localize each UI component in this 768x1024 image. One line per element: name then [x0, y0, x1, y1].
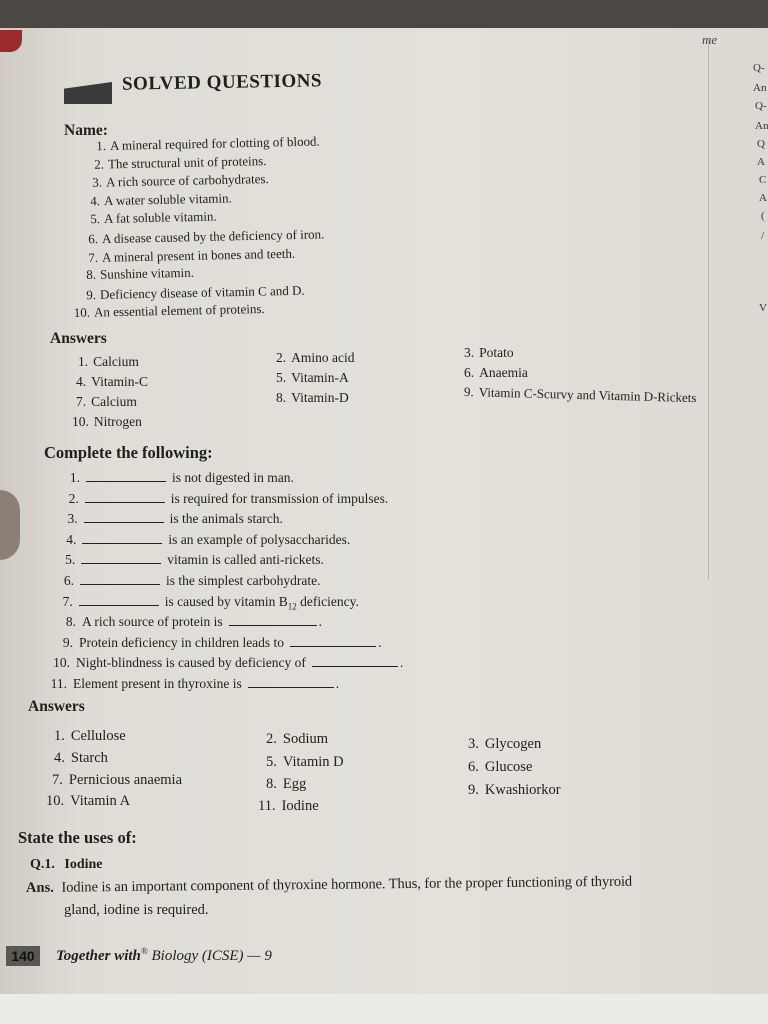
- question-label: Q.1.: [30, 857, 55, 872]
- uses-heading: State the uses of:: [18, 828, 137, 847]
- uses-question: [30, 857, 103, 873]
- answer-item: [76, 394, 137, 410]
- item-number: 6.: [63, 573, 74, 588]
- question-text: Iodine: [64, 857, 103, 872]
- item-number: 6.: [464, 365, 475, 380]
- item-text: A fat soluble vitamin.: [103, 208, 217, 227]
- name-question-item: [86, 153, 267, 173]
- item-number: 7.: [62, 593, 73, 609]
- item-number: 1.: [69, 470, 80, 485]
- blank-line: [80, 572, 160, 585]
- item-text: deficiency.: [296, 593, 359, 609]
- registered-mark: ®: [140, 946, 148, 956]
- complete-item: [55, 551, 324, 568]
- complete-heading: Complete the following:: [44, 443, 213, 462]
- item-number: 10.: [73, 305, 91, 321]
- complete-item: [59, 490, 388, 507]
- answer-text: Iodine is an important component of thyroxine hormone. Thus, for the proper functioning of thyroid: [61, 873, 633, 896]
- complete-item: [53, 634, 381, 651]
- item-text: Iodine: [281, 798, 319, 814]
- item-text: A mineral present in bones and teeth.: [101, 245, 296, 265]
- complete-item: [60, 469, 294, 486]
- item-number: 2.: [94, 156, 105, 172]
- item-number: 2.: [276, 350, 287, 365]
- item-text: The structural unit of proteins.: [107, 152, 267, 172]
- blank-line: [79, 593, 159, 606]
- item-text: Night-blindness is caused by deficiency of: [76, 655, 306, 671]
- item-text: is the animals starch.: [169, 511, 283, 527]
- background-bottom: [0, 994, 768, 1024]
- answer-item: [54, 750, 108, 767]
- item-number: 4.: [90, 192, 101, 209]
- adjacent-page-margin: [708, 40, 768, 580]
- blank-line: [248, 675, 334, 688]
- item-number: 7.: [76, 394, 87, 409]
- item-number: 8.: [266, 776, 277, 792]
- complete-item: [58, 510, 283, 527]
- item-number: 5.: [65, 552, 76, 568]
- answer-item: [46, 793, 130, 810]
- item-number: 9.: [62, 634, 73, 650]
- item-text: is caused by vitamin B: [164, 593, 288, 609]
- margin-letter: V: [759, 302, 767, 314]
- item-text: Protein deficiency in children leads to: [79, 634, 285, 650]
- item-number: 9.: [86, 286, 97, 302]
- answer-item: [276, 370, 349, 386]
- item-text: Kwashiorkor: [484, 782, 561, 798]
- item-text: Deficiency disease of vitamin C and D.: [99, 282, 305, 302]
- answer-item: [52, 772, 182, 789]
- answer-item: [258, 798, 319, 815]
- complete-item: [50, 654, 403, 671]
- answer-label: Ans.: [25, 879, 54, 896]
- item-punct: .: [335, 676, 340, 691]
- blank-line: [84, 510, 164, 523]
- answer-item: [78, 354, 139, 370]
- item-text: A mineral required for clotting of blood.: [109, 133, 320, 153]
- item-text: Pernicious anaemia: [68, 772, 183, 788]
- margin-letter: A: [757, 156, 765, 168]
- item-number: 1.: [96, 138, 107, 154]
- item-text: Nitrogen: [93, 414, 142, 429]
- margin-letter: (: [761, 210, 765, 222]
- item-text: Vitamin A: [70, 793, 131, 809]
- item-number: 5.: [266, 754, 277, 770]
- item-number: 10.: [46, 793, 65, 809]
- item-number: 6.: [468, 759, 479, 775]
- margin-letter: C: [759, 174, 767, 186]
- answers-heading: Answers: [50, 330, 107, 347]
- item-text: is not digested in man.: [172, 470, 294, 485]
- background-top: [0, 0, 768, 30]
- footer-title: [56, 946, 272, 965]
- item-text: An essential element of proteins.: [93, 301, 265, 320]
- name-question-item: [78, 265, 194, 283]
- item-text: is required for transmission of impulses.: [170, 490, 389, 506]
- item-text: vitamin is called anti-rickets.: [167, 552, 324, 568]
- item-text: Glycogen: [484, 736, 542, 752]
- item-number: 1.: [54, 728, 65, 744]
- name-question-item: [82, 209, 217, 228]
- brand-name: Together with: [56, 948, 141, 964]
- name-heading: Name:: [64, 122, 108, 139]
- item-text: Vitamin-A: [291, 370, 349, 385]
- answer-item: [464, 345, 514, 361]
- item-number: 5.: [276, 370, 287, 385]
- item-text: Starch: [70, 750, 108, 766]
- answers-heading-2: Answers: [28, 698, 85, 715]
- item-number: 2.: [266, 731, 277, 747]
- corner-label: me: [702, 32, 718, 47]
- complete-item: [53, 593, 359, 612]
- item-number: 8.: [276, 390, 287, 405]
- item-text: Vitamin-C: [91, 374, 149, 389]
- item-number: 3.: [92, 174, 103, 190]
- answer-item: [468, 736, 541, 753]
- blank-line: [82, 531, 162, 544]
- item-text: Vitamin-D: [291, 390, 349, 405]
- subscript: 12: [287, 601, 297, 612]
- margin-letter: Q: [757, 138, 765, 150]
- name-question-item: [82, 190, 232, 209]
- item-text: Glucose: [484, 759, 533, 775]
- page-title: SOLVED QUESTIONS: [121, 70, 323, 95]
- answer-item: [464, 365, 528, 381]
- blank-line: [290, 634, 376, 647]
- answer-item: [72, 414, 142, 430]
- blank-line: [85, 490, 165, 503]
- item-number: 9.: [468, 782, 479, 798]
- item-text: Vitamin C-Scurvy and Vitamin D-Rickets: [478, 384, 697, 406]
- blank-line: [229, 613, 317, 626]
- finger-shadow: [0, 490, 20, 560]
- item-text: A disease caused by the deficiency of iron.: [101, 226, 325, 247]
- item-punct: .: [378, 634, 382, 650]
- item-text: Anaemia: [479, 365, 528, 380]
- margin-letter: Q-: [753, 62, 765, 74]
- item-number: 3.: [67, 511, 78, 527]
- answer-item: [276, 390, 349, 406]
- item-text: A rich source of carbohydrates.: [105, 171, 269, 190]
- item-number: 11.: [50, 676, 67, 691]
- uses-answer-line2: gland, iodine is required.: [64, 902, 209, 918]
- item-text: A rich source of protein is: [82, 614, 223, 630]
- complete-item: [56, 531, 350, 548]
- item-number: 9.: [463, 384, 474, 400]
- item-text: is an example of polysaccharides.: [168, 531, 351, 547]
- item-number: 5.: [90, 211, 101, 227]
- item-number: 10.: [72, 414, 89, 429]
- blank-line: [81, 551, 161, 564]
- item-text: Amino acid: [291, 350, 355, 365]
- complete-item: [47, 675, 339, 692]
- item-text: Cellulose: [70, 728, 126, 744]
- item-number: 7.: [88, 249, 99, 265]
- answer-item: [266, 754, 344, 771]
- answer-item: [266, 731, 328, 748]
- margin-letter: Q-: [755, 100, 767, 112]
- item-text: is the simplest carbohydrate.: [166, 573, 321, 588]
- answer-item: [276, 350, 355, 366]
- item-text: Element present in thyroxine is: [73, 676, 242, 691]
- item-punct: .: [318, 614, 322, 630]
- answer-item: [54, 728, 126, 745]
- item-number: 4.: [66, 531, 77, 547]
- item-number: 4.: [54, 750, 65, 766]
- item-punct: .: [399, 655, 404, 671]
- complete-item: [56, 613, 322, 630]
- item-number: 3.: [464, 345, 475, 360]
- page-number: 140: [6, 946, 40, 966]
- item-number: 8.: [65, 614, 76, 630]
- answer-item: [468, 759, 532, 776]
- item-text: Sodium: [282, 731, 328, 747]
- item-number: 1.: [78, 354, 89, 369]
- margin-letter: An: [753, 82, 767, 94]
- blank-line: [86, 469, 166, 482]
- item-number: 10.: [53, 655, 70, 671]
- item-text: Egg: [282, 776, 307, 792]
- item-number: 6.: [88, 231, 99, 247]
- margin-letter: /: [761, 230, 765, 242]
- item-text: Calcium: [93, 354, 139, 369]
- item-text: Calcium: [91, 394, 137, 409]
- answer-item: [76, 374, 148, 390]
- answer-item: [266, 776, 306, 793]
- item-number: 8.: [86, 267, 97, 283]
- item-number: 11.: [258, 798, 276, 814]
- complete-item: [54, 572, 320, 589]
- item-text: Potato: [479, 345, 514, 360]
- book-title: Biology (ICSE) — 9: [151, 948, 272, 964]
- item-text: A water soluble vitamin.: [103, 190, 232, 208]
- answer-item: [468, 782, 561, 799]
- item-number: 4.: [76, 374, 87, 389]
- item-number: 2.: [68, 490, 79, 506]
- blank-line: [312, 654, 398, 667]
- margin-letter: A: [759, 192, 767, 204]
- item-text: Vitamin D: [282, 754, 344, 770]
- margin-letter: An: [755, 120, 768, 132]
- item-number: 3.: [468, 736, 479, 752]
- item-number: 7.: [52, 772, 63, 788]
- item-text: Sunshine vitamin.: [99, 264, 195, 282]
